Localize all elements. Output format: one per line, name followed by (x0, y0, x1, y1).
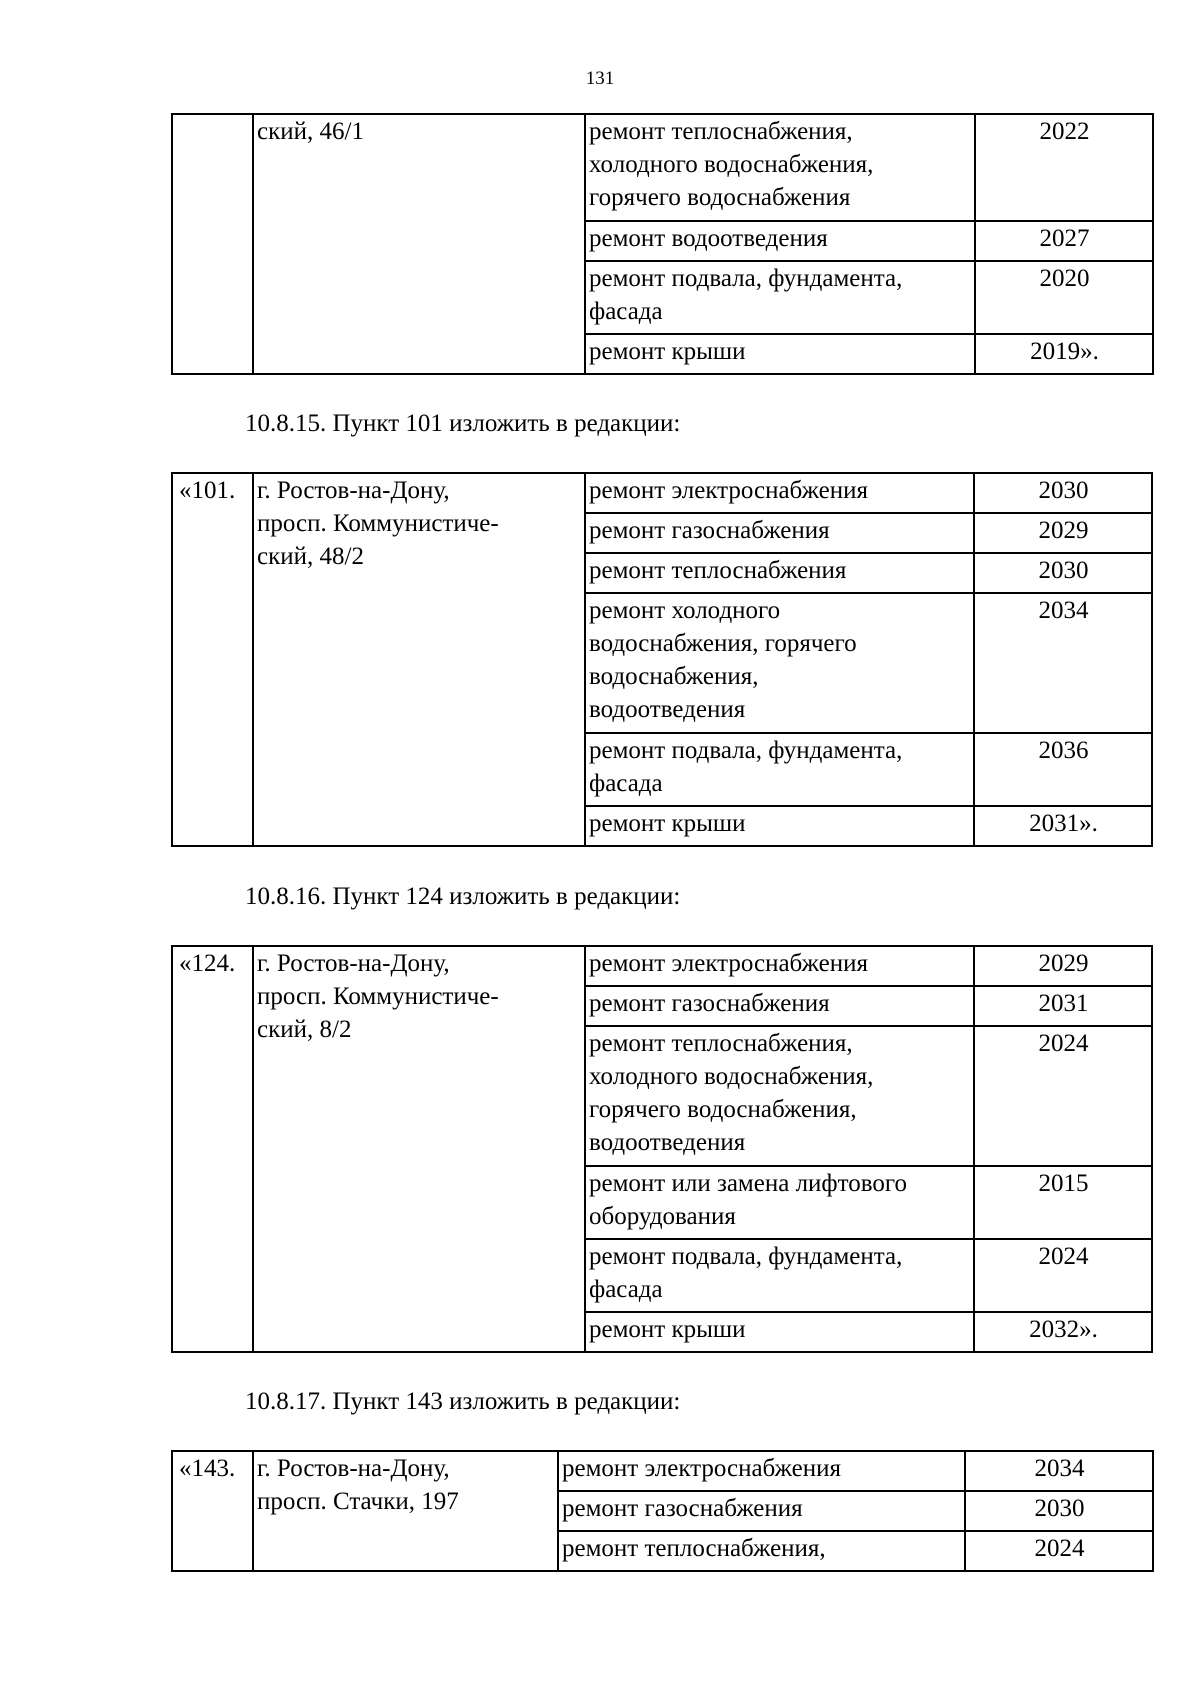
year-cell: 2024 (965, 1531, 1153, 1571)
work-type-line: ремонт теплоснабжения, (589, 118, 853, 145)
address-line: просп. Стачки, 197 (257, 1488, 459, 1515)
year-cell: 2015 (974, 1166, 1152, 1239)
year-cell: 2034 (974, 593, 1152, 733)
work-type-line: ремонт электроснабжения (562, 1455, 841, 1482)
table-row (172, 1451, 1153, 1491)
work-type-cell (585, 513, 974, 553)
work-type-cell (585, 986, 974, 1026)
work-type-line: фасада (589, 298, 663, 325)
item-number-cell: «101. (172, 473, 253, 846)
instruction-text: 10.8.16. Пункт 124 изложить в редакции: (245, 883, 681, 910)
year-cell: 2030 (965, 1491, 1153, 1531)
work-type-cell (558, 1491, 965, 1531)
work-type-line: ремонт подвала, фундамента, (589, 737, 903, 764)
work-type-line: ремонт холодного (589, 597, 781, 624)
year-cell: 2032». (974, 1312, 1152, 1352)
instruction-text: 10.8.17. Пункт 143 изложить в редакции: (245, 1388, 681, 1415)
year-cell: 2031». (974, 806, 1152, 846)
address-table (171, 472, 1153, 847)
work-type-line: ремонт или замена лифтового (589, 1170, 907, 1197)
item-number-cell: «143. (172, 1451, 253, 1571)
year-cell: 2024 (974, 1026, 1152, 1166)
work-type-cell (585, 553, 974, 593)
address-line: ский, 46/1 (257, 118, 364, 145)
address-table (171, 945, 1153, 1353)
work-type-cell (585, 114, 975, 221)
work-type-line: ремонт теплоснабжения, (562, 1535, 826, 1562)
address-line: ский, 8/2 (257, 1016, 352, 1043)
year-cell: 2034 (965, 1451, 1153, 1491)
work-type-cell (585, 473, 974, 513)
work-type-cell (558, 1451, 965, 1491)
work-type-line: оборудования (589, 1203, 736, 1230)
work-type-line: ремонт теплоснабжения, (589, 1030, 853, 1057)
work-type-cell (585, 806, 974, 846)
address-cell (253, 946, 585, 1352)
work-type-line: ремонт крыши (589, 338, 746, 365)
work-type-line: ремонт подвала, фундамента, (589, 1243, 903, 1270)
address-line: просп. Коммунистиче- (257, 510, 499, 537)
work-type-line: водоотведения (589, 696, 746, 723)
work-type-cell (585, 1312, 974, 1352)
address-cell (253, 473, 585, 846)
address-line: г. Ростов-на-Дону, (257, 950, 450, 977)
item-number-cell (172, 114, 253, 374)
page-number: 131 (585, 68, 615, 89)
work-type-line: ремонт крыши (589, 1316, 746, 1343)
address-line: ский, 48/2 (257, 543, 364, 570)
year-cell: 2029 (974, 513, 1152, 553)
work-type-cell (585, 733, 974, 806)
year-cell: 2030 (974, 473, 1152, 513)
work-type-line: ремонт газоснабжения (562, 1495, 803, 1522)
work-type-line: ремонт газоснабжения (589, 990, 830, 1017)
work-type-line: ремонт водоотведения (589, 225, 828, 252)
work-type-line: фасада (589, 770, 663, 797)
year-cell: 2020 (975, 261, 1153, 334)
work-type-line: ремонт газоснабжения (589, 517, 830, 544)
work-type-line: ремонт электроснабжения (589, 950, 868, 977)
work-type-cell (585, 1026, 974, 1166)
address-table (171, 1450, 1154, 1572)
work-type-line: ремонт подвала, фундамента, (589, 265, 903, 292)
work-type-line: горячего водоснабжения (589, 184, 851, 211)
address-table (171, 113, 1154, 375)
table-row (172, 473, 1152, 513)
work-type-line: холодного водоснабжения, (589, 151, 874, 178)
address-line: г. Ростов-на-Дону, (257, 477, 450, 504)
work-type-cell (585, 334, 975, 374)
work-type-cell (585, 1166, 974, 1239)
year-cell: 2036 (974, 733, 1152, 806)
address-line: г. Ростов-на-Дону, (257, 1455, 450, 1482)
instruction-text: 10.8.15. Пункт 101 изложить в редакции: (245, 410, 681, 437)
year-cell: 2027 (975, 221, 1153, 261)
year-cell: 2022 (975, 114, 1153, 221)
year-cell: 2030 (974, 553, 1152, 593)
year-cell: 2029 (974, 946, 1152, 986)
item-number-cell: «124. (172, 946, 253, 1352)
table-row (172, 114, 1153, 221)
work-type-cell (585, 261, 975, 334)
work-type-cell (585, 221, 975, 261)
work-type-line: ремонт теплоснабжения (589, 557, 847, 584)
table-row (172, 946, 1152, 986)
work-type-line: водоснабжения, (589, 663, 759, 690)
work-type-cell (585, 593, 974, 733)
address-line: просп. Коммунистиче- (257, 983, 499, 1010)
address-cell (253, 1451, 558, 1571)
year-cell: 2024 (974, 1239, 1152, 1312)
work-type-line: холодного водоснабжения, (589, 1063, 874, 1090)
work-type-line: водоотведения (589, 1129, 746, 1156)
work-type-line: фасада (589, 1276, 663, 1303)
work-type-line: горячего водоснабжения, (589, 1096, 857, 1123)
work-type-line: ремонт электроснабжения (589, 477, 868, 504)
work-type-line: ремонт крыши (589, 810, 746, 837)
work-type-cell (585, 1239, 974, 1312)
work-type-cell (585, 946, 974, 986)
address-cell (253, 114, 585, 374)
work-type-cell (558, 1531, 965, 1571)
year-cell: 2019». (975, 334, 1153, 374)
year-cell: 2031 (974, 986, 1152, 1026)
work-type-line: водоснабжения, горячего (589, 630, 857, 657)
